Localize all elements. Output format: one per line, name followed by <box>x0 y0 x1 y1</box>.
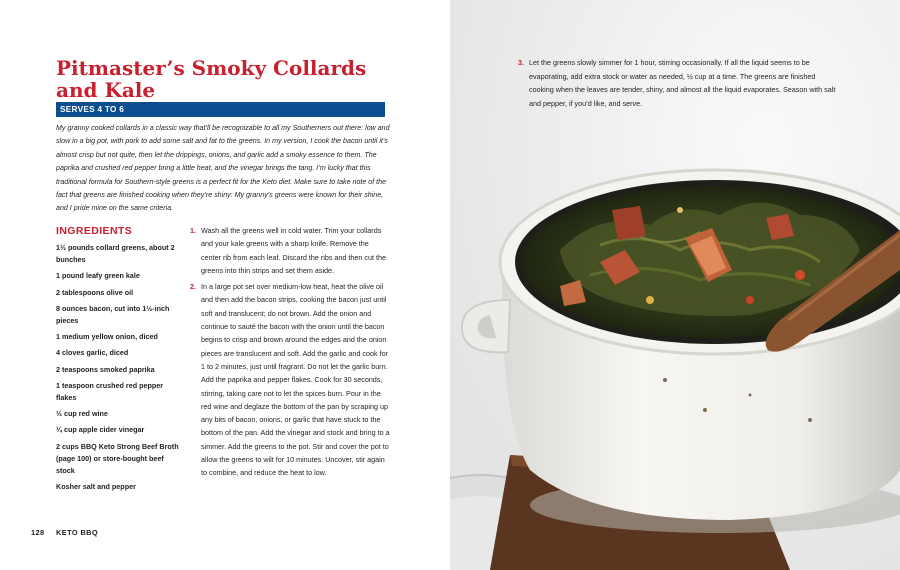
step-item <box>518 56 842 110</box>
book-title: KETO BBQ <box>56 528 99 537</box>
recipe-intro: My granny cooked collards in a classic way that’ll be recognizable to all my Southerners out there: low and slow in a big pot, with pork to add some salt and fat to the greens. In my version, I cook the bacon until it’s almost crisp but not quite, then let the drippings, onions, and garlic add a smoky essence to them. The paprika and crushed red pepper bring a little heat, and the vinegar brings the tang. I’m lucky that this traditional formula for Southern-style greens is a perfect fit for the Keto diet. Make sure to take note of the fact that greens are finished cooking when they’re shiny: My granny’s greens were known for their shine, and I pride mine on the same criteria. <box>56 124 390 213</box>
step-item <box>190 224 390 277</box>
ingredient-item: 4 cloves garlic, diced <box>56 348 129 358</box>
ingredient-item: 1 teaspoon crushed red pepper flakes <box>56 380 164 403</box>
ingredient-item: ¼ cup apple cider vinegar <box>56 425 145 435</box>
ingredient-item: 1½ pounds collard greens, about 2 bunches <box>56 243 175 265</box>
step-item <box>190 280 390 479</box>
ingredients-list <box>56 242 182 497</box>
steps-list <box>190 224 390 483</box>
step-number: 1. <box>190 226 196 235</box>
step-number: 2. <box>190 282 196 292</box>
page-number: 128 <box>31 528 45 537</box>
ingredients-heading: INGREDIENTS <box>56 225 133 237</box>
ingredient-item: 1 pound leafy green kale <box>56 271 140 281</box>
ingredient-item: 8 ounces bacon, cut into 1½-inch pieces <box>56 303 170 326</box>
ingredient-item: ½ cup red wine <box>56 409 108 419</box>
recipe-title: Pitmaster’s Smoky Collards and Kale <box>56 56 367 102</box>
ingredient-item: 2 cups BBQ Keto Strong Beef Broth (page 100) or store-bought beef stock <box>56 441 179 476</box>
step-number: 3. <box>518 58 524 67</box>
serves-bar: SERVES 4 TO 6 <box>56 102 385 117</box>
page-footer <box>31 528 98 537</box>
ingredient-item: 1 medium yellow onion, diced <box>56 332 158 342</box>
ingredient-item: 2 teaspoons smoked paprika <box>56 364 155 374</box>
ingredient-item: 2 tablespoons olive oil <box>56 287 134 297</box>
step-text: Wash all the greens well in cold water. Trim your collards and your kale greens with a sharp knife. Remove the center rib from each leaf. Discard the ribs and then cut the greens into thin strips and set them aside. <box>201 226 386 275</box>
step-text: In a large pot set over medium-low heat, heat the olive oil and then add the bacon strips, cooking the bacon just until soft and translucent; do not brown. Add the onion and continue to sauté the bacon with the onion until the bacon begins to crisp and brown around the edges and the onion pieces are translucent and soft. Add the garlic and cook for 1 to 2 minutes, just until fragrant. Do not let the garlic burn. Add the paprika and pepper flakes. Cook for 30 seconds, stirring, taking care not to let the spices burn. Pour in the red wine and deglaze the bottom of the pan by scraping up any bits of bacon, onions, or garlic that have stuck to the bottom of the pan. Add the vinegar and stock and bring to a simmer. Add the greens to the pot. Stir and cover the pot to allow the greens to wilt for 10 minutes. Uncover, stir again to combine, and reduce the heat to low. <box>201 282 390 478</box>
ingredient-item: Kosher salt and pepper <box>56 482 136 492</box>
step-text: Let the greens slowly simmer for 1 hour, stirring occasionally. If all the liquid seems to be evaporating, add extra stock or water as needed, ½ cup at a time. The greens are finished cooking when the leaves are tender, shiny, and almost all the liquid evaporates. Season with salt and pepper, if you’d like, and serve. <box>529 58 836 108</box>
